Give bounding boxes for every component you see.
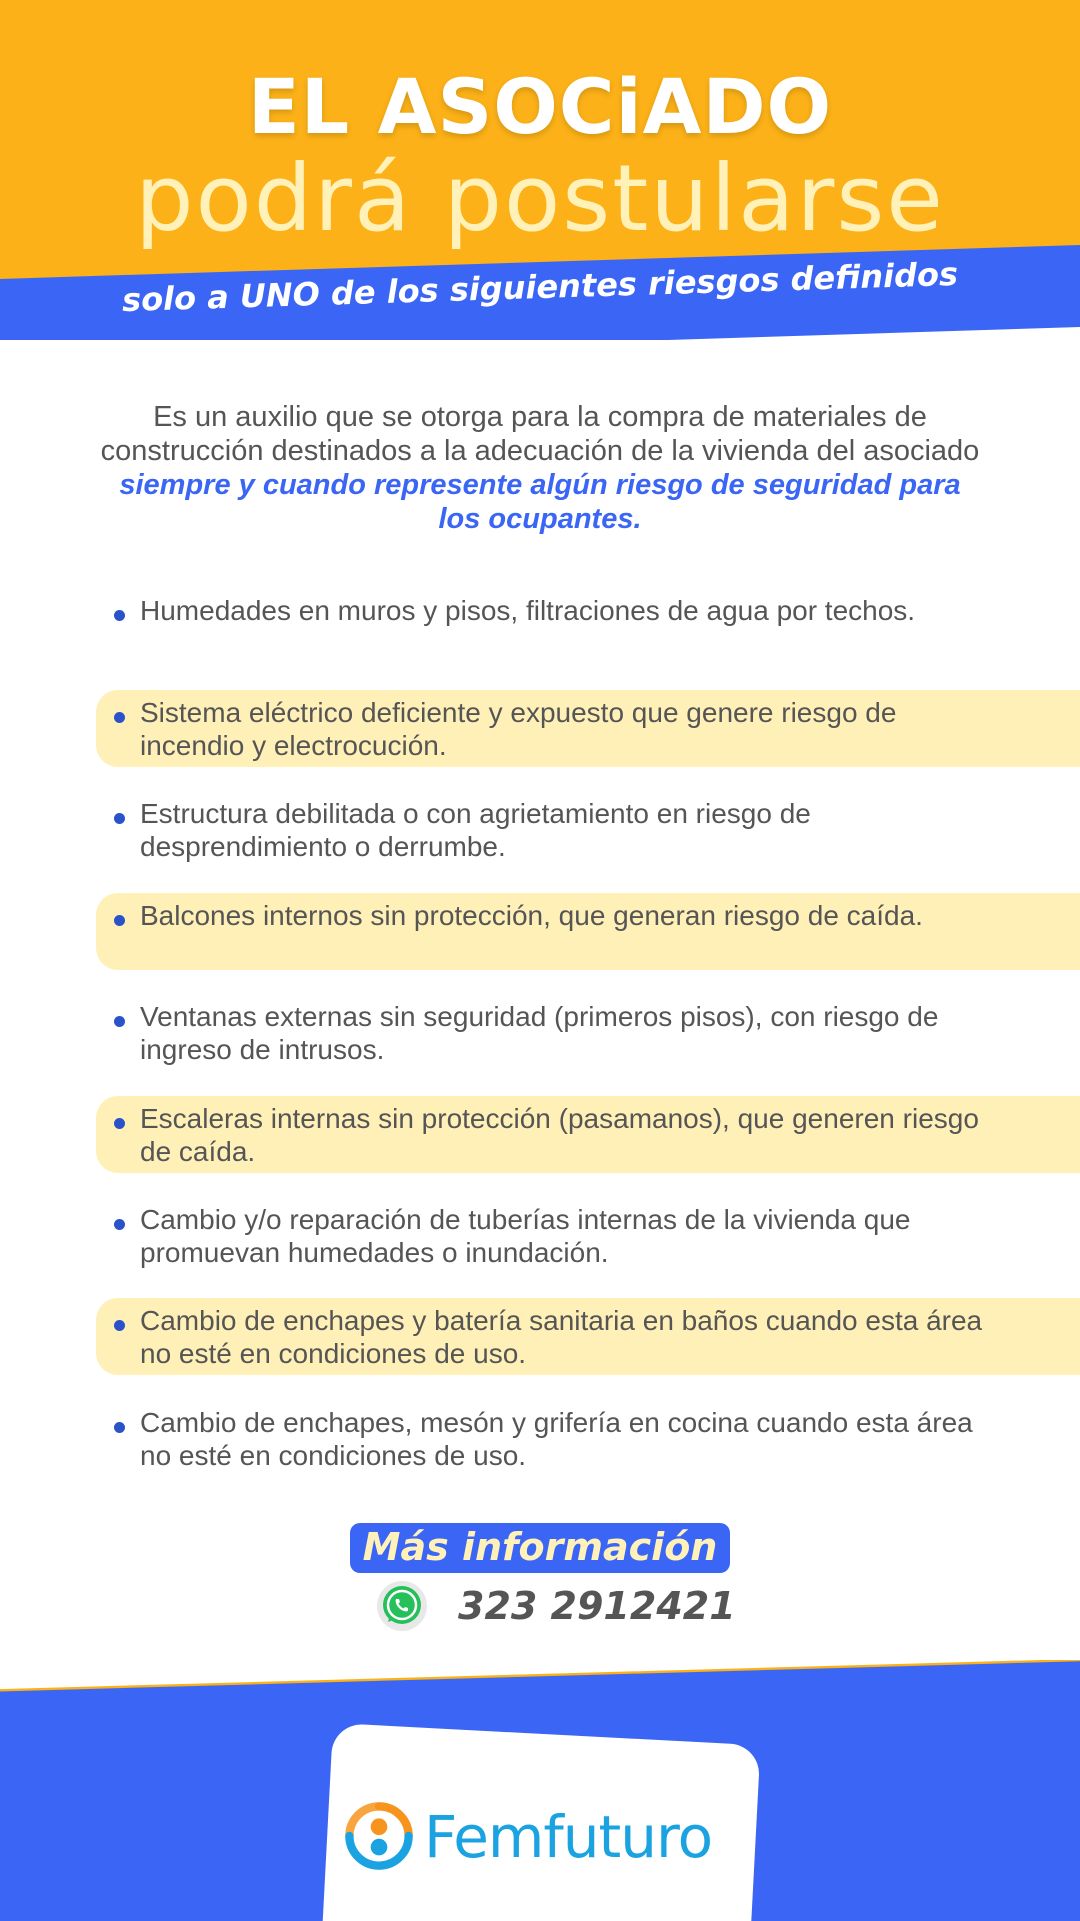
bullet-icon [114, 610, 125, 621]
intro-text: Es un auxilio que se otorga para la compra de materiales de construcción destinados a la adecuación de la vivienda del asociado [100, 401, 980, 467]
list-item-text: Humedades en muros y pisos, filtraciones de agua por techos. [140, 595, 916, 626]
intro-emphasis: siempre y cuando represente algún riesgo de seguridad para los ocupantes. [119, 469, 961, 535]
list-item [96, 1197, 1080, 1274]
list-item [96, 1096, 1080, 1173]
logo-wordmark: Femfuturo [424, 1803, 713, 1871]
list-item-text: Sistema eléctrico deficiente y expuesto que genere riesgo de incendio y electrocución. [140, 697, 897, 761]
list-item-text: Estructura debilitada o con agrietamiento en riesgo de desprendimiento o derrumbe. [140, 798, 811, 862]
bullet-icon [114, 1118, 125, 1129]
whatsapp-icon[interactable] [376, 1580, 428, 1632]
footer [0, 1660, 1080, 1921]
list-item [96, 1298, 1080, 1375]
list-item-text: Escaleras internas sin protección (pasamanos), que generen riesgo de caída. [140, 1103, 979, 1167]
list-item-text: Cambio de enchapes, mesón y grifería en cocina cuando esta área no esté en condiciones de uso. [140, 1407, 973, 1471]
femfuturo-logo [340, 1797, 740, 1877]
title-line-1: EL ASOCiADO [247, 62, 833, 151]
list-item [96, 1400, 1080, 1477]
list-item [96, 893, 1080, 970]
list-item-text: Ventanas externas sin seguridad (primeros pisos), con riesgo de ingreso de intrusos. [140, 1001, 939, 1065]
bullet-icon [114, 712, 125, 723]
subtitle: solo a UNO de los siguientes riesgos definidos [121, 254, 959, 320]
bullet-icon [114, 1422, 125, 1433]
femfuturo-logo-icon [342, 1799, 416, 1873]
bullet-icon [114, 813, 125, 824]
phone-number[interactable]: 323 2912421 [458, 1584, 736, 1628]
list-item [96, 994, 1080, 1071]
list-item [96, 690, 1080, 767]
list-item-text: Cambio y/o reparación de tuberías internas de la vivienda que promuevan humedades o inundación. [140, 1204, 911, 1268]
list-item-text: Cambio de enchapes y batería sanitaria en baños cuando esta área no esté en condiciones de uso. [140, 1305, 983, 1369]
title-line-2: podrá postularse [135, 145, 945, 252]
list-item [96, 588, 1080, 665]
bullet-icon [114, 1320, 125, 1331]
list-item [96, 791, 1080, 868]
bullet-icon [114, 1016, 125, 1027]
bullet-icon [114, 915, 125, 926]
bullet-icon [114, 1219, 125, 1230]
list-item-text: Balcones internos sin protección, que generan riesgo de caída. [140, 900, 923, 931]
more-info-badge: Más información [350, 1523, 730, 1573]
header-banner [0, 0, 1080, 340]
intro-paragraph [100, 400, 980, 536]
